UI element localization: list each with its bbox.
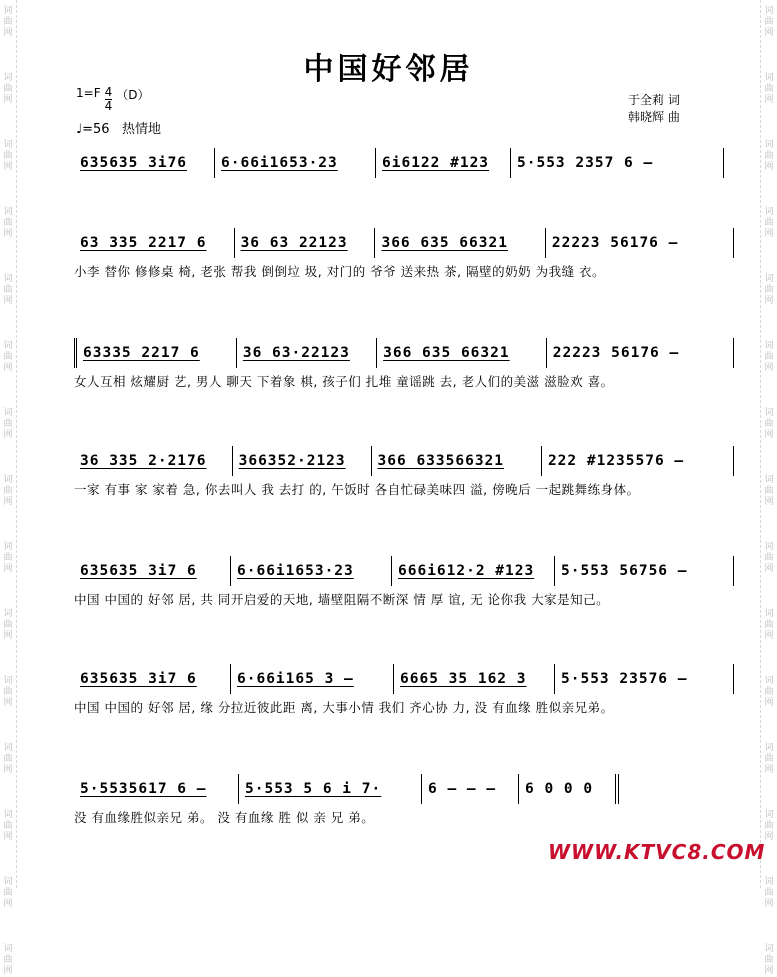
tempo-value: =56 [82,122,110,137]
key-prefix: 1=F [76,86,101,100]
measure: 222 #1235576 – [541,446,734,476]
site-watermark: WWW.KTVC8.COM [548,840,766,864]
credits [628,92,680,126]
measure: 366 635 66321 [374,228,544,258]
measure: 6i6122 #123 [375,148,510,178]
measure: 366352·2123 [232,446,371,476]
lyrics-line: 小李 替你 修修桌 椅, 老张 帮我 倒倒垃 圾, 对门的 爷爷 送来热 茶, 隔壁的奶奶 为我缝 衣。 [74,264,606,279]
measure: 5·5535617 6 – [80,781,207,797]
measure: 635635 3i7 6 [80,671,197,687]
lyrics-line: 女人互相 炫耀厨 艺, 男人 聊天 下着象 棋, 孩子们 扎堆 童谣跳 去, 老人们的美滋 滋脸欢 喜。 [74,374,614,389]
notes-line [74,664,734,694]
composer: 韩晓辉 曲 [628,110,680,124]
measure: 5·553 5 6 i 7· [238,774,421,804]
measure: 36 63·22123 [236,338,376,368]
notes-line [74,148,734,178]
time-beats: 4 [104,85,113,99]
measure: 666i612·2 #123 [391,556,554,586]
expression-text: 热情地 [121,122,161,137]
notes-line [74,774,734,804]
measure: 635635 3i7 6 [80,563,197,579]
measure: 5·553 2357 6 – [510,148,724,178]
measure: 5·553 56756 – [554,556,734,586]
measure: 63335 2217 6 [74,338,236,368]
quarter-note-icon: ♩ [76,122,83,137]
measure: 6·66i165 3 – [230,664,393,694]
notes-line [74,556,734,586]
lyrics-line: 一家 有事 家 家着 急, 你去叫人 我 去打 的, 午饭时 各自忙碌美味四 溢, 傍晚后 一起跳舞练身体。 [74,482,640,497]
measure: 63 335 2217 6 [80,235,207,251]
measure: 6665 35 162 3 [393,664,554,694]
lyrics-line: 中国 中国的 好邻 居, 缘 分拉近彼此距 离, 大事小情 我们 齐心协 力, 没 有血缘 胜似亲兄弟。 [74,700,614,715]
lyrics-line: 没 有血缘胜似亲兄 弟。 没 有血缘 胜 似 亲 兄 弟。 [74,810,375,825]
notes-line [74,446,734,476]
measure: 635635 3i76 [80,155,188,171]
measure: 5·553 23576 – [554,664,734,694]
measure: 366 635 66321 [376,338,546,368]
lyrics-line: 中国 中国的 好邻 居, 共 同开启爱的天地, 墙壁阻隔不断深 情 厚 谊, 无 论你我 大家是知己。 [74,592,610,607]
left-border-marks: 词 曲 网 词 曲 网 词 曲 网 词 曲 网 词 曲 网 词 曲 网 词 曲 网 词 曲 网 词 曲 网 词 曲 网 词 曲 网 词 曲 网 词 曲 网 词 曲 网 词 曲 网 [0,0,17,888]
measure: 36 335 2·2176 [80,453,207,469]
time-signature [105,86,113,113]
key-signature [76,86,149,113]
time-unit: 4 [104,99,113,113]
tempo-marking [76,118,161,137]
measure: 6·66i1653·23 [214,148,375,178]
measure: 366 633566321 [371,446,541,476]
right-border-marks: 词 曲 网 词 曲 网 词 曲 网 词 曲 网 词 曲 网 词 曲 网 词 曲 网 词 曲 网 词 曲 网 词 曲 网 词 曲 网 词 曲 网 词 曲 网 词 曲 网 词 曲 网 [760,0,777,888]
notes-line [74,338,734,368]
measure: 36 63 22123 [234,228,375,258]
measure: 22223 56176 – [546,338,734,368]
key-mode: （D） [116,88,150,102]
measure: 6 0 0 0 [518,774,619,804]
measure: 6·66i1653·23 [230,556,391,586]
lyricist: 于全莉 词 [628,93,680,107]
notes-line [74,228,734,258]
measure: 6 – – – [421,774,518,804]
song-title: 中国好邻居 [303,52,474,87]
measure: 22223 56176 – [545,228,734,258]
